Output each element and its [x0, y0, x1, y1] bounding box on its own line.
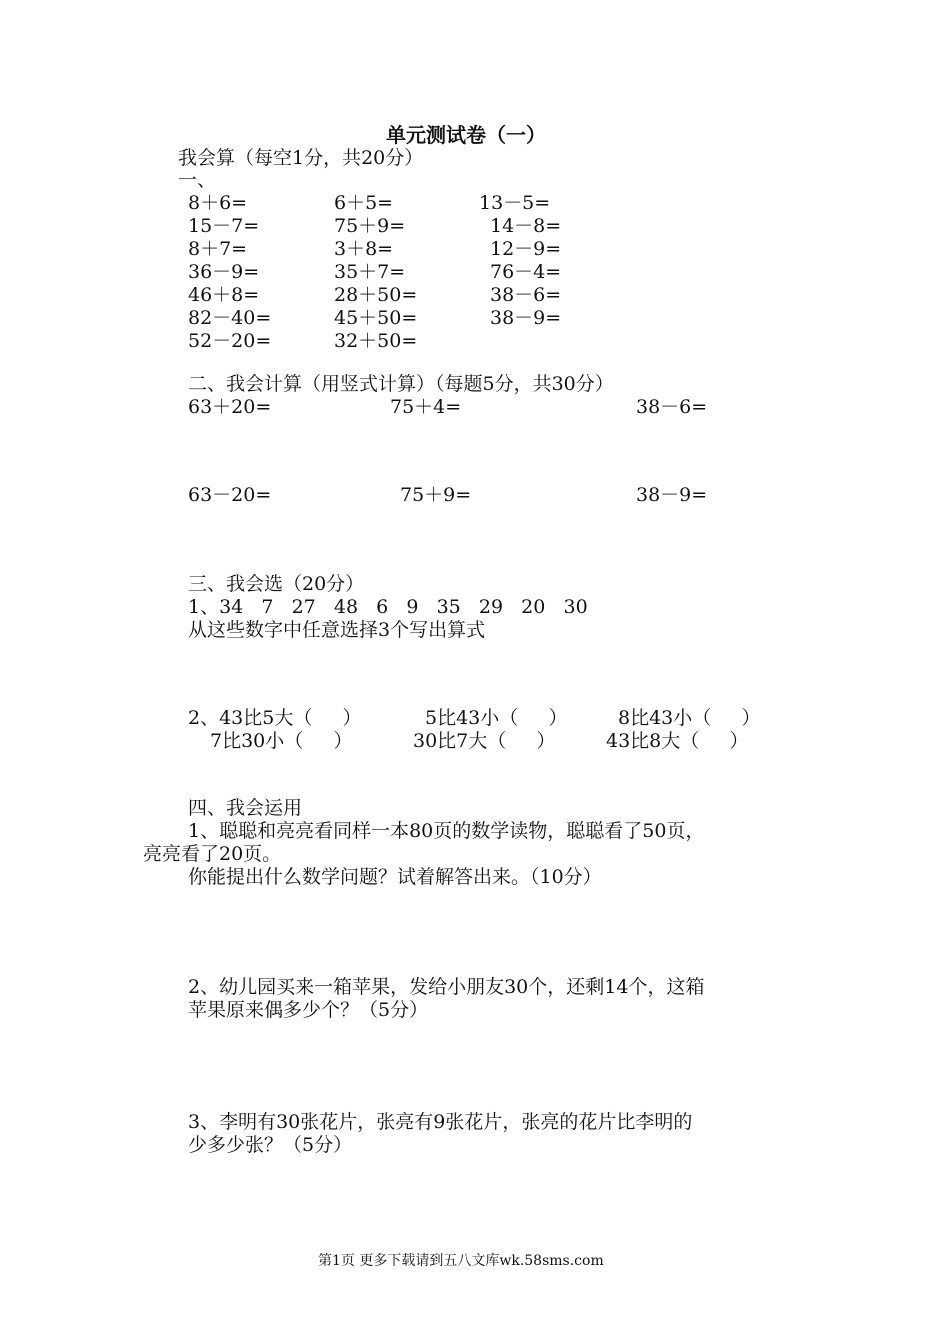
calc-item: 35＋7=	[334, 261, 406, 283]
compare-item: 30比7大（ ）	[413, 730, 556, 752]
word-problem-line: 你能提出什么数学问题？试着解答出来。（10分）	[188, 866, 602, 888]
calc-item: 8＋6=	[188, 192, 248, 214]
calc-item: 52－20=	[188, 330, 272, 352]
compare-item: 43比8大（ ）	[606, 730, 749, 752]
word-problem-line: 苹果原来偶多少个？（5分）	[188, 999, 429, 1021]
compare-item: 7比30小（ ）	[210, 730, 353, 752]
number-list: 1、34 7 27 48 6 9 35 29 20 30	[188, 596, 588, 618]
section3-heading: 三、我会选（20分）	[188, 573, 365, 595]
calc-item: 82－40=	[188, 307, 272, 329]
calc-item: 45＋50=	[334, 307, 418, 329]
calc-item: 46＋8=	[188, 284, 260, 306]
calc-item: 15－7=	[188, 215, 260, 237]
calc-item: 75＋9=	[334, 215, 406, 237]
calc-item: 12－9=	[490, 238, 562, 260]
calc-item: 28＋50=	[334, 284, 418, 306]
calc-item: 38－6=	[490, 284, 562, 306]
compare-item: 2、43比5大（ ）	[188, 707, 362, 729]
question-instruction: 从这些数字中任意选择3个写出算式	[188, 619, 486, 641]
calc-item: 14－8=	[490, 215, 562, 237]
vertical-calc-item: 38－6=	[636, 396, 708, 418]
section4-heading: 四、我会运用	[188, 797, 303, 819]
word-problem-line: 1、聪聪和亮亮看同样一本80页的数学读物，聪聪看了50页，	[188, 820, 705, 842]
calc-item: 8＋7=	[188, 238, 248, 260]
calc-item: 3＋8=	[334, 238, 394, 260]
section2-heading: 二、我会计算（用竖式计算）（每题5分，共30分）	[188, 373, 614, 395]
calc-item: 6＋5=	[334, 192, 394, 214]
calc-item: 38－9=	[490, 307, 562, 329]
vertical-calc-item: 75＋9=	[400, 484, 472, 506]
word-problem-line: 3、李明有30张花片，张亮有9张花片，张亮的花片比李明的	[188, 1111, 693, 1133]
calc-item: 13－5=	[479, 192, 551, 214]
vertical-calc-item: 63＋20=	[188, 396, 272, 418]
calc-item: 32＋50=	[334, 330, 418, 352]
word-problem-line: 2、幼儿园买来一箱苹果，发给小朋友30个，还剩14个，这箱	[188, 976, 705, 998]
section1-number: 一、	[178, 169, 217, 191]
vertical-calc-item: 63－20=	[188, 484, 272, 506]
word-problem-line: 亮亮看了20页。	[143, 843, 282, 865]
calc-item: 76－4=	[490, 261, 562, 283]
compare-item: 8比43小（ ）	[618, 707, 761, 729]
page-footer: 第1页 更多下载请到五八文库wk.58sms.com	[318, 1253, 604, 1269]
vertical-calc-item: 38－9=	[636, 484, 708, 506]
section1-heading: 我会算（每空1分，共20分）	[178, 147, 424, 169]
vertical-calc-item: 75＋4=	[390, 396, 462, 418]
word-problem-line: 少多少张？（5分）	[188, 1134, 353, 1156]
compare-item: 5比43小（ ）	[425, 707, 568, 729]
calc-item: 36－9=	[188, 261, 260, 283]
page-title: 单元测试卷（一）	[386, 123, 546, 147]
